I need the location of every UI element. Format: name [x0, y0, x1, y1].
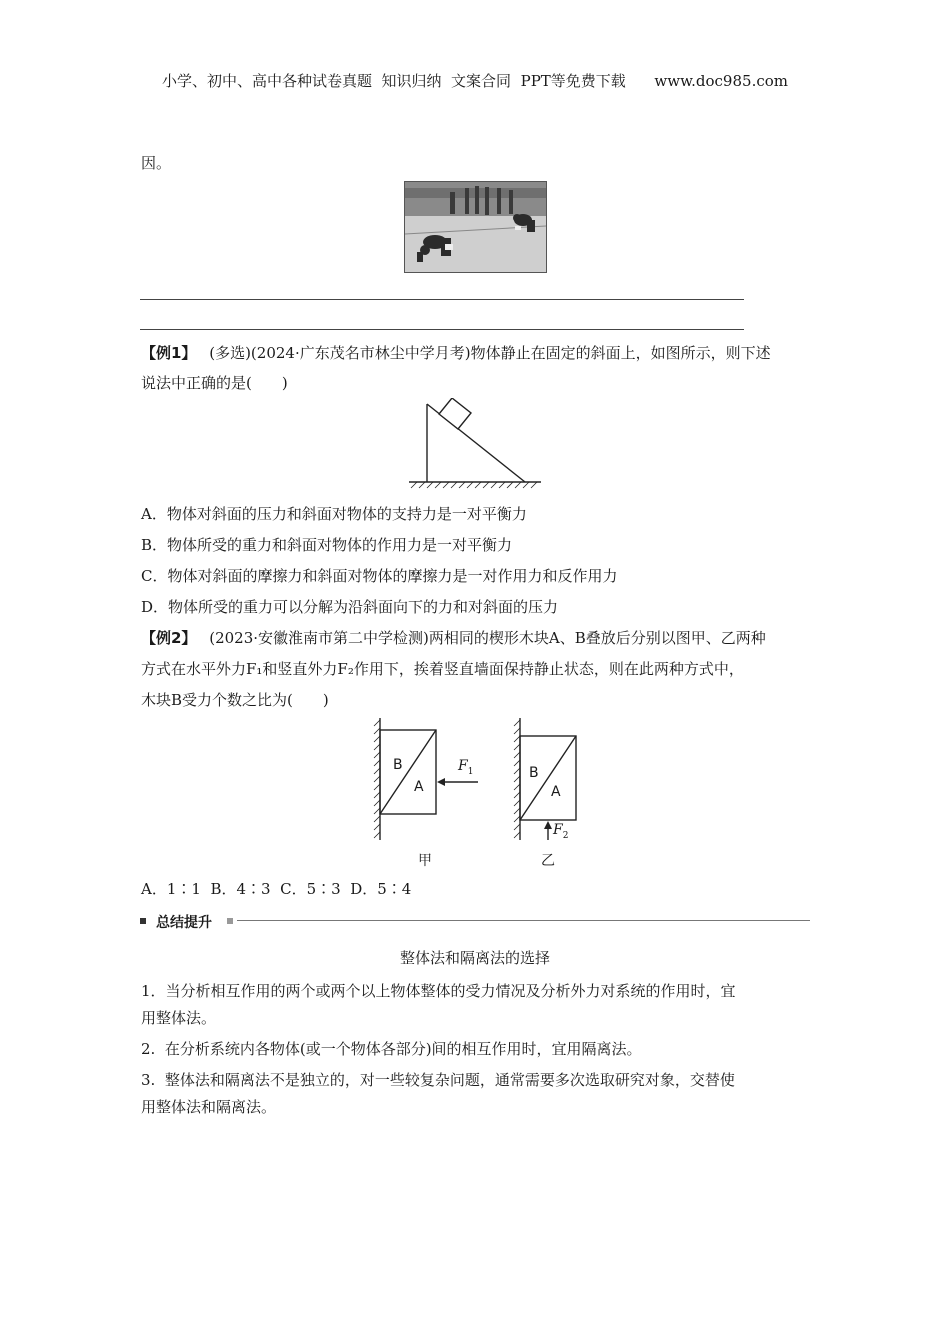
example1-option-d: D．物体所受的重力可以分解为沿斜面向下的力和对斜面的压力 [141, 598, 559, 616]
summary-rule [237, 920, 810, 921]
example1-tag: 【例1】 [141, 344, 197, 362]
example1-stem-line2: 说法中正确的是( ) [141, 374, 288, 392]
caption-left: 甲 [418, 853, 432, 869]
summary-item3-line2: 用整体法和隔离法。 [141, 1098, 277, 1116]
example1-stem-line1: (多选)(2024·广东茂名市林尘中学月考)物体静止在固定的斜面上，如图所示，则下述 [209, 344, 771, 362]
crawling-game-photo [404, 181, 547, 273]
photo-illustration [405, 182, 546, 272]
summary-item3-line1: 3. 整体法和隔离法不是独立的，对一些较复杂问题，通常需要多次选取研究对象，交替使 [141, 1071, 735, 1089]
f1-label [458, 758, 473, 777]
f2-letter: F [553, 822, 563, 838]
example2-stem-line1: (2023·安徽淮南市第二中学检测)两相同的楔形木块A、B叠放后分别以图甲、乙两种 [209, 629, 766, 647]
caption-right: 乙 [541, 853, 555, 869]
example2-answer-options: A．1∶1 B．4∶3 C．5∶3 D．5∶4 [141, 880, 412, 898]
summary-square-left [140, 918, 146, 924]
summary-title: 整体法和隔离法的选择 [399, 949, 550, 967]
block-on-incline [439, 398, 471, 429]
right-label-a: A [551, 784, 561, 800]
example2-tag: 【例2】 [141, 629, 197, 647]
summary-item2: 2. 在分析系统内各物体(或一个物体各部分)间的相互作用时，宜用隔离法。 [141, 1040, 642, 1058]
intro-tail: 因。 [141, 154, 172, 172]
f2-subscript: 2 [562, 830, 569, 841]
example1-option-a: A．物体对斜面的压力和斜面对物体的支持力是一对平衡力 [141, 505, 527, 523]
page-header: 小学、初中、高中各种试卷真题 知识归纳 文案合同 PPT等免费下载 www.doc985.com [161, 72, 788, 90]
f2-label [553, 822, 568, 841]
summary-square-right [227, 918, 233, 924]
incline-figure [405, 398, 545, 494]
left-label-b: B [393, 757, 403, 773]
summary-item1-line2: 用整体法。 [141, 1009, 217, 1027]
wedge-figure-left [372, 716, 484, 842]
summary-item1-line1: 1．当分析相互作用的两个或两个以上物体整体的受力情况及分析外力对系统的作用时，宜 [141, 982, 736, 1000]
f1-subscript: 1 [467, 766, 474, 777]
example2-stem-line2: 方式在水平外力F₁和竖直外力F₂作用下，挨着竖直墙面保持静止状态，则在此两种方式中， [141, 660, 744, 678]
answer-line-2 [140, 329, 744, 330]
left-label-a: A [414, 779, 424, 795]
example1-stem [141, 342, 771, 364]
example2-stem-line3: 木块B受力个数之比为( ) [141, 691, 329, 709]
right-label-b: B [529, 765, 539, 781]
summary-label: 总结提升 [156, 915, 212, 931]
example1-option-b: B．物体所受的重力和斜面对物体的作用力是一对平衡力 [141, 536, 513, 554]
answer-line-1 [140, 299, 744, 300]
example2-stem [141, 627, 766, 649]
wedge-figure-right [512, 716, 582, 842]
summary-divider [140, 914, 810, 931]
example1-option-c: C．物体对斜面的摩擦力和斜面对物体的摩擦力是一对作用力和反作用力 [141, 567, 618, 585]
f1-letter: F [458, 758, 468, 774]
